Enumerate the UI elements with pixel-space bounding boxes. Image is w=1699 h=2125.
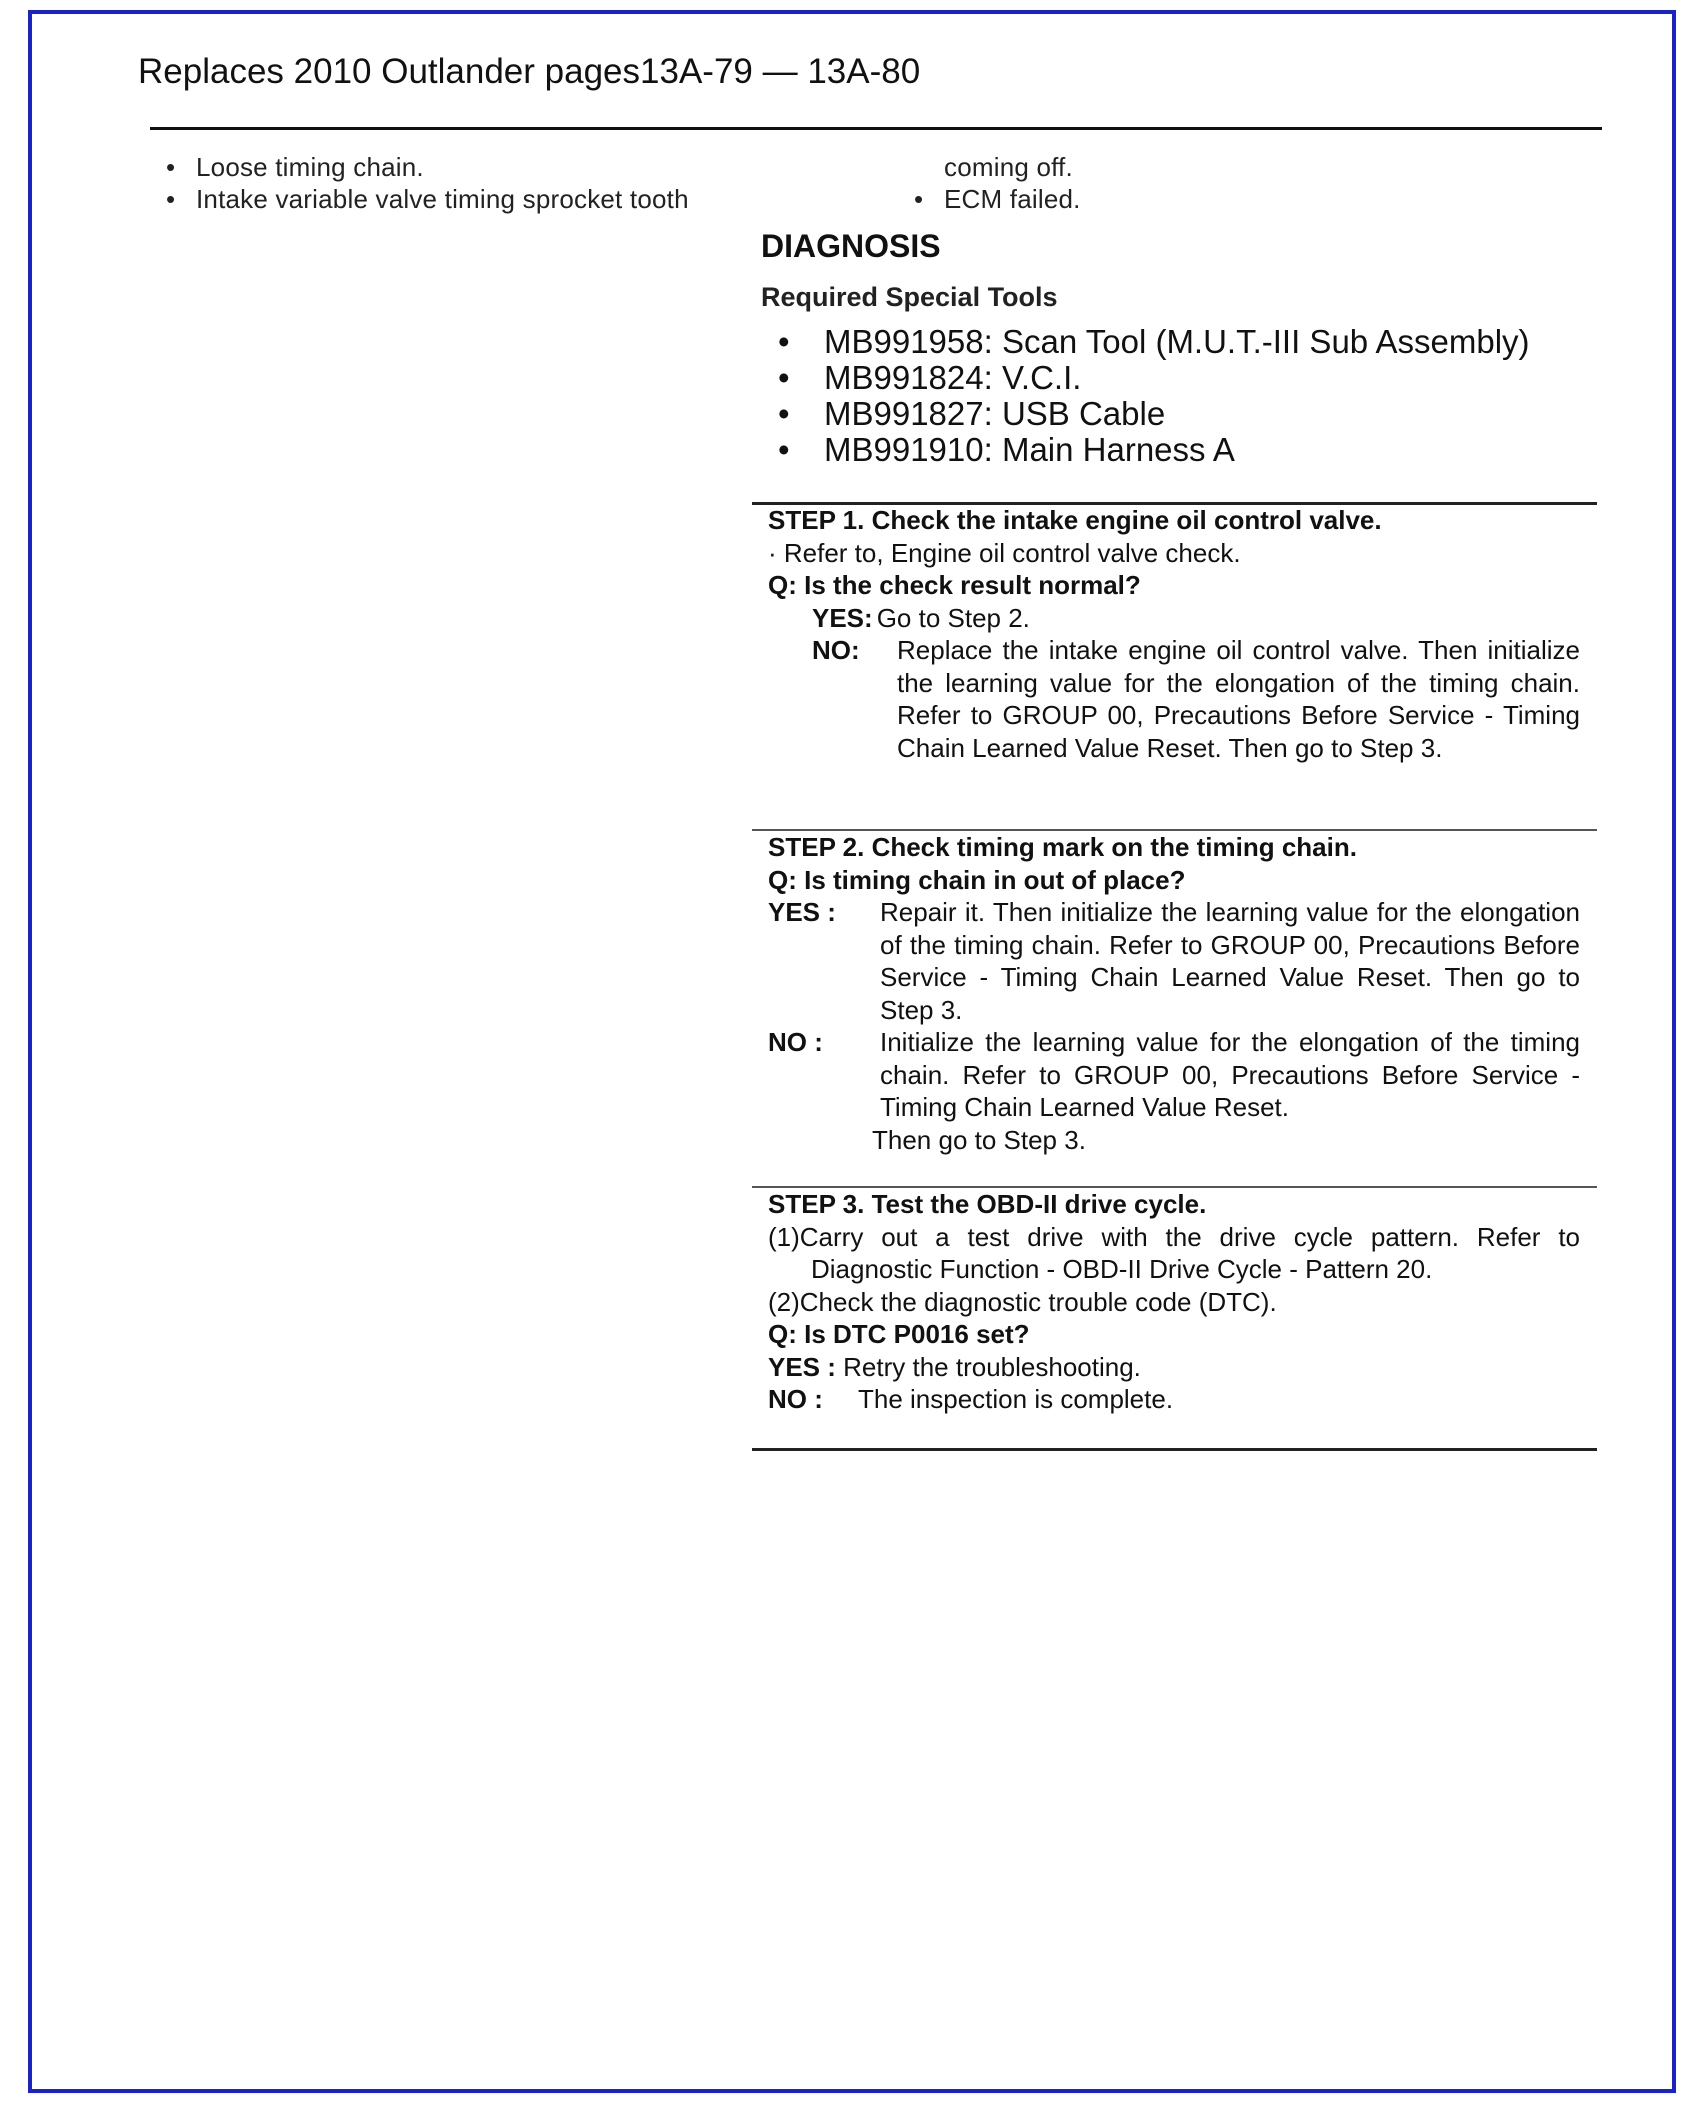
step1-no-text: Replace the intake engine oil control valve. Then initialize the learning value for the elongation of the timing chain. Refer to GROUP 00, Precautions Before Service - Timing Chain Learned Value Reset. Then go to Step 3. [897,635,1580,763]
step3-item2: (2)Check the diagnostic trouble code (DTC). [768,1286,1277,1317]
bullet-icon: • [778,359,790,396]
step2-no-followup: Then go to Step 3. [872,1124,1086,1155]
step2-block [768,831,1580,1156]
header-rule [150,127,1602,130]
step1-no-row [768,634,1580,764]
tool-item: • MB991824: V.C.I. [778,359,1082,396]
step1-title: STEP 1. Check the intake engine oil control valve. [768,505,1382,535]
bullet-icon: • [166,152,176,182]
tools-list [778,324,1530,468]
diagnosis-title: DIAGNOSIS [761,228,941,264]
tool-item: • MB991958: Scan Tool (M.U.T.-III Sub Assembly) [778,323,1530,360]
step2-title: STEP 2. Check timing mark on the timing chain. [768,832,1357,862]
bullet-icon: • [778,395,790,432]
step3-yes-text: Retry the troubleshooting. [843,1351,1141,1382]
page-header-title: Replaces 2010 Outlander pages13A-79 — 13A-80 [138,52,921,91]
step3-yes-row [768,1351,1580,1384]
step3-no-row [768,1383,1580,1416]
step3-title: STEP 3. Test the OBD-II drive cycle. [768,1189,1207,1219]
step1-question: Q: Is the check result normal? [768,570,1141,600]
required-tools-heading: Required Special Tools [761,282,1058,312]
step1-no-label: NO: [812,635,860,665]
tool-item: • MB991827: USB Cable [778,395,1166,432]
step1-yes-text: Go to Step 2. [876,602,1030,633]
step3-item1: (1)Carry out a test drive with the drive cycle pattern. Refer to [768,1221,1580,1252]
bullet-icon: • [166,184,176,214]
step1-block [768,504,1580,764]
step2-yes-row [768,896,1580,1026]
cause-item: • Intake variable valve timing sprocket tooth [166,184,689,214]
step3-item1-cont: Diagnostic Function - OBD-II Drive Cycle - Pattern 20. [811,1254,1433,1284]
step2-no-label: NO : [768,1027,823,1057]
step3-question: Q: Is DTC P0016 set? [768,1319,1030,1349]
cause-item: • Loose timing chain. [166,152,424,182]
step2-question: Q: Is timing chain in out of place? [768,864,1186,895]
cause-continuation: coming off. [944,152,1073,182]
tool-item: • MB991910: Main Harness A [778,431,1235,468]
bullet-icon: • [914,184,924,214]
step2-no-text: Initialize the learning value for the elongation of the timing chain. Refer to GROUP 00, Precautions Before Service - Timing Chain Learned Value Reset. [880,1027,1580,1122]
step3-no-label: NO : [768,1384,823,1414]
bullet-icon: • [778,431,790,468]
step2-yes-text: Repair it. Then initialize the learning value for the elongation of the timing chain. Refer to GROUP 00, Precautions Before Service - Timing Chain Learned Value Reset. Then go to Step 3. [880,897,1580,1025]
step1-yes-label: YES: [812,602,873,633]
step3-no-text: The inspection is complete. [858,1384,1174,1414]
step3-block [768,1188,1580,1416]
bullet-icon: • [778,323,790,360]
bottom-rule [752,1448,1597,1451]
step1-yes-row [768,602,1580,635]
cause-item: • ECM failed. [914,184,1081,214]
step1-note: · Refer to, Engine oil control valve check. [768,537,1241,568]
step3-yes-label: YES : [768,1351,836,1382]
step2-yes-label: YES : [768,897,836,927]
step2-no-row [768,1026,1580,1124]
